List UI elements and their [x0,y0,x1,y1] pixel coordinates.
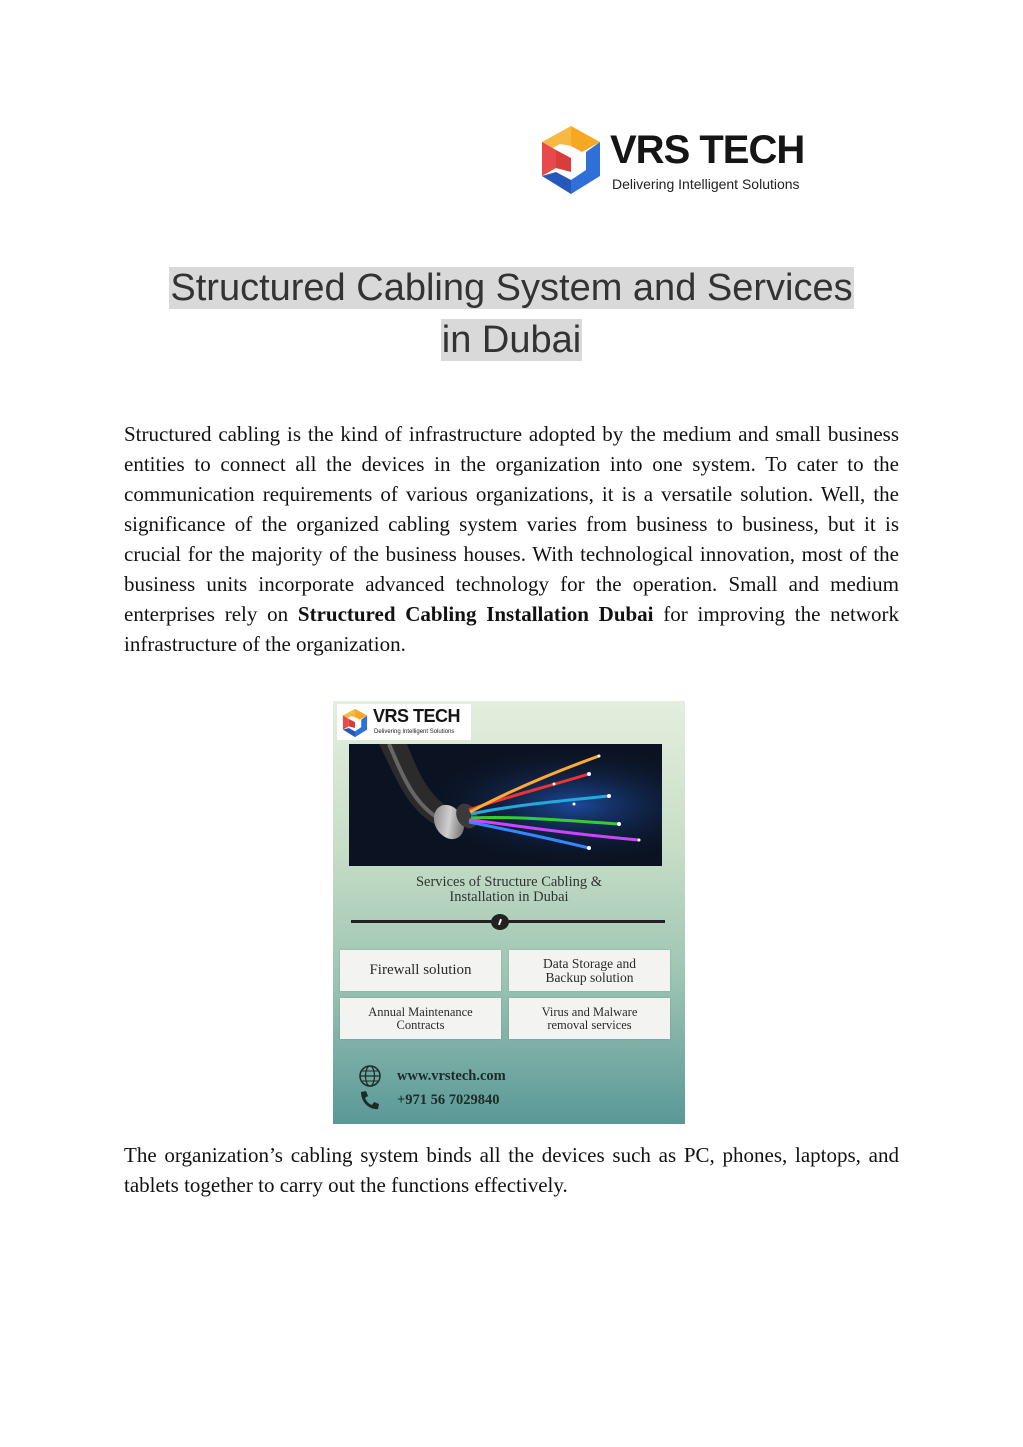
divider-badge-icon [491,914,509,930]
service-label: Virus and Malware [541,1004,638,1019]
flyer-logo-mark-icon [340,708,370,738]
flyer-logo [337,704,471,740]
flyer-heading-line-2: Installation in Dubai [449,889,569,905]
flyer-tagline: Delivering Intelligent Solutions [374,729,455,735]
title-line-1: Structured Cabling System and Services [170,267,853,309]
flyer-heading-line-1: Services of Structure Cabling & [415,874,603,890]
logo-tagline: Delivering Intelligent Solutions [612,176,800,192]
intro-text-end: for improving the network infrastructure of the organization. [124,602,899,656]
globe-icon [357,1065,383,1087]
intro-bold-keyword: Structured Cabling Installation Dubai [297,602,654,626]
service-label: Firewall solution [369,962,472,978]
service-label: Contracts [396,1017,445,1032]
service-label: Data Storage and [543,955,636,971]
page-title [100,262,923,366]
fiber-optic-cable-photo [349,744,662,866]
intro-text: Structured cabling is the kind of infrastructure adopted by the medium and small business entities to connect all the devices in the organization into one system. To cater to the communication requirements of various organizations, it is a versatile solution. Well, the significance of the organized cabling system varies from business to business, but it is crucial for the majority of the business houses. With technological innovation, most of the business units incorporate advanced technology for the operation. Small and medium enterprises rely on [124,422,899,626]
services-flyer-image [333,701,685,1124]
phone-number: +971 56 7029840 [397,1092,500,1108]
flyer-heading [363,875,655,905]
service-label: removal services [547,1017,632,1032]
service-data-storage [509,950,670,991]
logo-brand-name: VRS TECH [610,128,805,172]
service-virus-removal [509,998,670,1039]
intro-paragraph [124,419,899,659]
closing-paragraph: The organization’s cabling system binds all the devices such as PC, phones, laptops, and tablets together to carry out the functions effectively. [124,1143,899,1197]
company-logo [538,124,818,200]
service-label: Annual Maintenance [368,1004,473,1019]
title-line-2: in Dubai [441,319,582,361]
service-maintenance [340,998,501,1039]
flyer-brand-name: VRS TECH [373,706,461,726]
service-firewall [340,950,501,991]
logo-mark-icon [538,124,604,196]
service-label: Backup solution [545,969,634,985]
phone-icon [357,1089,383,1111]
website-link: www.vrstech.com [397,1068,506,1084]
